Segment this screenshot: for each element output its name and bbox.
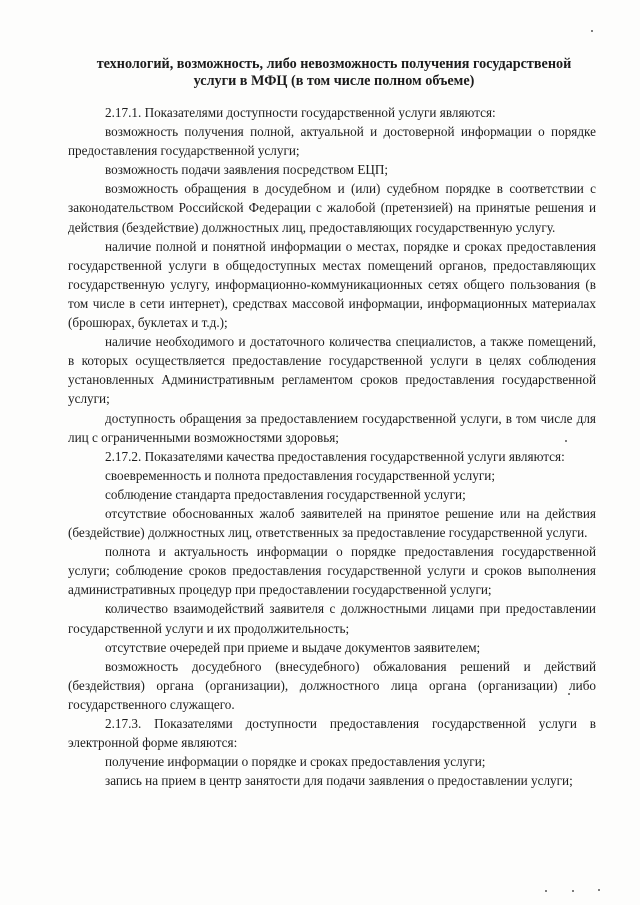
- scan-speck: [598, 889, 600, 891]
- paragraph: возможность подачи заявления посредством ЕЦП;: [105, 162, 389, 178]
- paragraph: полнота и актуальность информации о порядке предоставления государственной услуги; соблюдение сроков предоставления государственной услуги и сроков выполнения административных процедур при предоставлении государственной услуги;: [68, 544, 596, 598]
- scan-speck: [565, 440, 567, 442]
- document-body: [68, 103, 596, 790]
- heading-line-2: услуги в МФЦ (в том числе полном объеме): [193, 73, 475, 89]
- scan-speck: [572, 890, 574, 892]
- paragraph: возможность обращения в досудебном и (или) судебном порядке в соответствии с законодательством Российской Федерации с жалобой (претензией) на принятые решения и действия (бездействие) должностных лиц, предоставляющих государственную услугу.: [68, 181, 596, 235]
- paragraph: возможность получения полной, актуальной и достоверной информации о порядке предоставления государственной услуги;: [68, 124, 596, 159]
- scan-speck: [591, 30, 593, 32]
- paragraph: запись на прием в центр занятости для подачи заявления о предоставлении услуги;: [105, 773, 573, 789]
- paragraph: наличие необходимого и достаточного количества специалистов, а также помещений, в которых осуществляется предоставление государственной услуги в целях соблюдения установленных Административным регламентом сроков предоставления государственной услуги;: [68, 334, 596, 407]
- heading-line-1: технологий, возможность, либо невозможность получения государственой: [96, 56, 572, 72]
- section-heading: [68, 56, 600, 90]
- paragraph-2-17-3: 2.17.3. Показателями доступности предоставления государственной услуги в электронной форме являются:: [68, 716, 596, 751]
- paragraph-2-17-1: 2.17.1. Показателями доступности государственной услуги являются:: [105, 105, 496, 120]
- paragraph: количество взаимодействий заявителя с должностными лицами при предоставлении государственной услуги и их продолжительность;: [68, 601, 596, 636]
- paragraph: получение информации о порядке и сроках предоставления услуги;: [105, 754, 486, 770]
- paragraph: возможность досудебного (внесудебного) обжалования решений и действий (бездействия) органа (организации), должностного лица органа (организации) либо государственного служащего.: [68, 658, 596, 712]
- paragraph-2-17-2: 2.17.2. Показателями качества предоставления государственной услуги являются:: [105, 448, 565, 464]
- scan-speck: [568, 693, 570, 695]
- scan-speck: [545, 890, 547, 892]
- paragraph: соблюдение стандарта предоставления государственной услуги;: [105, 486, 466, 502]
- paragraph: отсутствие обоснованных жалоб заявителей на принятое решение или на действия (бездействие) должностных лиц, ответственных за предоставление государственной услуги.: [68, 505, 596, 541]
- paragraph: своевременность и полнота предоставления государственной услуги;: [105, 467, 495, 483]
- paragraph: наличие полной и понятной информации о местах, порядке и сроках предоставления государственной услуги в общедоступных местах помещений органов, предоставляющих государственную услугу, информационно-коммуникационных сетях общего пользования (в том числе в сети интернет), средствах массовой информации, информационных материалах (брошюрах, буклетах и т.д.);: [68, 238, 596, 331]
- paragraph: отсутствие очередей при приеме и выдаче документов заявителем;: [105, 639, 481, 655]
- paragraph: доступность обращения за предоставлением государственной услуги, в том числе для лиц с ограниченными возможностями здоровья;: [68, 410, 596, 445]
